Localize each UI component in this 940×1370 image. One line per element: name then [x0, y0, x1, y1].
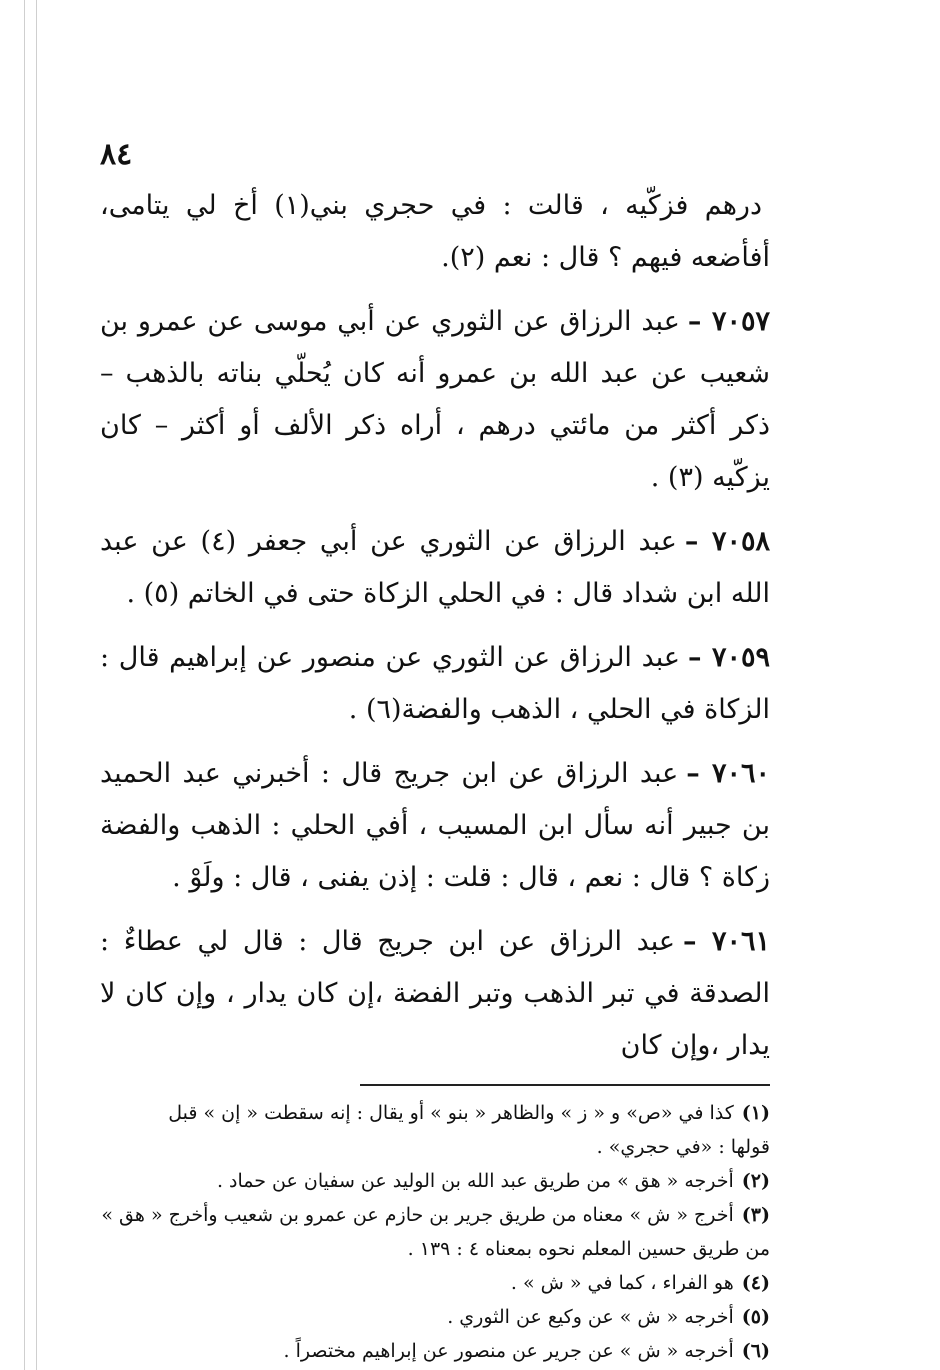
- hadith-number: ٧٠٦٠ –: [686, 758, 771, 789]
- footnote-number: (١): [741, 1102, 770, 1124]
- hadith-number: ٧٠٦١ –: [683, 926, 770, 957]
- footnote: [100, 1266, 770, 1300]
- footnote-text: أخرجه « هق » من طريق عبد الله بن الوليد عن سفيان عن حماد .: [216, 1170, 734, 1192]
- footnote: [100, 1300, 770, 1334]
- footnote-text: قولها : «في حجري» .: [596, 1136, 770, 1158]
- page-number: ٨٤: [100, 137, 133, 172]
- paragraph: [100, 180, 770, 284]
- hadith-number: ٧٠٥٨ –: [684, 526, 770, 557]
- footnote: [100, 1334, 770, 1368]
- paragraph: [100, 296, 770, 504]
- scan-edge-line: [36, 0, 37, 1370]
- footnote: [100, 1198, 770, 1232]
- footnote-text: أخرجه « ش » عن وكيع عن الثوري .: [447, 1306, 734, 1328]
- paragraph-text: عبد الرزاق عن ابن جريج قال : قال لي عطاءٌ : الصدقة في تبر الذهب وتبر الفضة ،إن كان يدار ، وإن كان لا يدار ،وإن كان: [100, 926, 770, 1061]
- book-page: [100, 130, 770, 1368]
- footnotes: [100, 1096, 770, 1368]
- footnote-text: هو الفراء ، كما في « ش » .: [510, 1272, 734, 1294]
- paragraph-text: عبد الرزاق عن الثوري عن أبي جعفر (٤) عن عبد الله ابن شداد قال : في الحلي الزكاة حتى في الخاتم (٥) .: [100, 526, 770, 609]
- paragraph-text: عبد الرزاق عن الثوري عن أبي موسى عن عمرو بن شعيب عن عبد الله بن عمرو أنه كان يُحلّي بناته بالذهب – ذكر أكثر من مائتي درهم ، أراه ذكر الألف أو أكثر – كان يزكّيه (٣) .: [100, 306, 770, 493]
- scan-edge-line: [24, 0, 25, 1370]
- paragraph: [100, 632, 770, 736]
- footnote: [100, 1164, 770, 1198]
- footnote: [100, 1096, 770, 1130]
- paragraph: [100, 516, 770, 620]
- footnote-text: أخرج « ش » معناه من طريق جرير بن حازم عن عمرو بن شعيب وأخرج « هق »: [101, 1204, 734, 1226]
- footnote-continuation: [100, 1232, 770, 1266]
- footnote-divider: [360, 1084, 770, 1086]
- footnote-number: (٤): [741, 1272, 770, 1294]
- footnote-text: أخرجه « ش » عن جرير عن منصور عن إبراهيم مختصراً .: [283, 1340, 734, 1362]
- paragraph-text: عبد الرزاق عن ابن جريج قال : أخبرني عبد الحميد بن جبير أنه سأل ابن المسيب ، أفي الحلي : الذهب والفضة زكاة ؟ قال : نعم ، قال : قلت : إذن يفنى ، قال : ولَوْ .: [100, 758, 770, 893]
- footnote-number: (٦): [741, 1340, 770, 1362]
- main-text: [100, 180, 770, 1072]
- footnote-number: (٣): [741, 1204, 770, 1226]
- hadith-number: ٧٠٥٧ –: [687, 306, 770, 337]
- paragraph-text: عبد الرزاق عن الثوري عن منصور عن إبراهيم قال : الزكاة في الحلي ، الذهب والفضة(٦) .: [100, 642, 770, 725]
- footnote-number: (٢): [741, 1170, 770, 1192]
- footnote-number: (٥): [741, 1306, 770, 1328]
- paragraph: [100, 748, 770, 904]
- footnote-text: من طريق حسين المعلم نحوه بمعناه ٤ : ١٣٩ .: [407, 1238, 770, 1260]
- hadith-number: ٧٠٥٩ –: [688, 642, 770, 673]
- footnote-continuation: [100, 1130, 770, 1164]
- paragraph: [100, 916, 770, 1072]
- paragraph-text: درهم فزكّيه ، قالت : في حجري بني(١) أخ لي يتامى، أفأضعه فيهم ؟ قال : نعم (٢).: [100, 190, 770, 273]
- footnote-text: كذا في «ص» و « ز » والظاهر « بنو » أو يقال : إنه سقطت « إن » قبل: [168, 1102, 734, 1124]
